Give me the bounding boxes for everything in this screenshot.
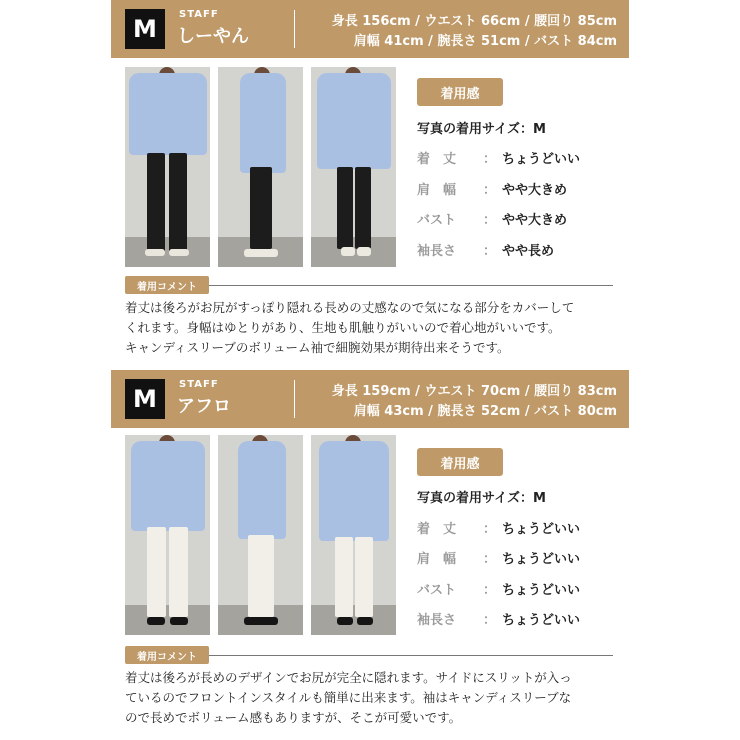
fit-row-sep: ： — [483, 583, 497, 598]
fit-row-key: 袖長さ — [417, 244, 457, 259]
size-badge: M — [125, 9, 165, 49]
fit-row-key: バスト — [417, 213, 457, 228]
header-divider — [294, 380, 295, 418]
fit-row-value: ちょうどいい — [502, 583, 581, 598]
staff-label: STAFF — [179, 9, 219, 20]
fit-badge: 着用感 — [417, 448, 503, 476]
measurements-line-1: 身長 156cm / ウエスト 66cm / 腰回り 85cm — [331, 14, 617, 29]
staff-name: しーやん — [177, 26, 249, 47]
fit-row-value: ちょうどいい — [502, 552, 581, 567]
fit-row-value: ちょうどいい — [502, 522, 581, 537]
fit-row-bust — [417, 579, 580, 598]
fit-row-sleeve — [417, 240, 554, 259]
measurements-line-2: 肩幅 41cm / 腕長さ 51cm / バスト 84cm — [353, 34, 617, 49]
comment-divider — [209, 655, 613, 656]
fit-row-sep: ： — [483, 552, 497, 567]
fit-row-sleeve — [417, 609, 580, 628]
fit-row-key: 肩 幅 — [417, 552, 457, 567]
fit-row-value: やや大きめ — [502, 183, 568, 198]
fit-row-value: ちょうどいい — [502, 613, 581, 628]
photo-size: 写真の着用サイズ：M — [417, 491, 546, 506]
comment-badge: 着用コメント — [125, 276, 209, 294]
photo-side — [218, 67, 303, 267]
staff-header-shiyan — [111, 0, 629, 58]
staff-label: STAFF — [179, 379, 219, 390]
fit-row-shoulder — [417, 548, 580, 567]
fit-row-key: バスト — [417, 583, 457, 598]
staff-name: アフロ — [177, 396, 231, 417]
fit-row-sep: ： — [483, 244, 497, 259]
fit-row-bust — [417, 209, 567, 228]
fit-row-sep: ： — [483, 613, 497, 628]
fit-badge: 着用感 — [417, 78, 503, 106]
fit-row-shoulder — [417, 179, 567, 198]
comment-text — [125, 298, 620, 358]
measurements-line-2: 肩幅 43cm / 腕長さ 52cm / バスト 80cm — [353, 404, 617, 419]
photo-back — [311, 435, 396, 635]
photo-side — [218, 435, 303, 635]
fit-row-key: 着 丈 — [417, 522, 457, 537]
comment-line: 着丈は後ろがお尻がすっぽり隠れる長めの丈感なので気になる部分をカバーして — [125, 300, 575, 315]
fit-row-length — [417, 518, 580, 537]
header-divider — [294, 10, 295, 48]
comment-line: ているのでフロントインスタイルも簡単に出来ます。袖はキャンディスリーブな — [125, 690, 572, 705]
measurements-line-1: 身長 159cm / ウエスト 70cm / 腰回り 83cm — [331, 384, 617, 399]
fit-row-key: 袖長さ — [417, 613, 457, 628]
fit-row-sep: ： — [483, 522, 497, 537]
comment-line: キャンディスリーブのボリューム袖で細腕効果が期待出来そうです。 — [125, 340, 510, 355]
staff-header-afro — [111, 370, 629, 428]
fit-row-sep: ： — [483, 152, 497, 167]
photo-front — [125, 435, 210, 635]
fit-row-sep: ： — [483, 183, 497, 198]
fit-row-key: 肩 幅 — [417, 183, 457, 198]
photo-back — [311, 67, 396, 267]
fit-row-value: ちょうどいい — [502, 152, 581, 167]
comment-line: 着丈は後ろが長めのデザインでお尻が完全に隠れます。サイドにスリットが入っ — [125, 670, 572, 685]
fit-row-value: やや大きめ — [502, 213, 568, 228]
fit-row-length — [417, 148, 580, 167]
comment-divider — [209, 285, 613, 286]
comment-line: くれます。身幅はゆとりがあり、生地も肌触りがいいので着心地がいいです。 — [125, 320, 561, 335]
comment-text — [125, 668, 620, 728]
comment-line: ので長めでボリューム感もありますが、そこが可愛いです。 — [125, 710, 462, 725]
photo-front — [125, 67, 210, 267]
photo-size: 写真の着用サイズ：M — [417, 122, 546, 137]
comment-badge: 着用コメント — [125, 646, 209, 664]
fit-row-value: やや長め — [502, 244, 555, 259]
fit-row-sep: ： — [483, 213, 497, 228]
size-badge: M — [125, 379, 165, 419]
fit-row-key: 着 丈 — [417, 152, 457, 167]
